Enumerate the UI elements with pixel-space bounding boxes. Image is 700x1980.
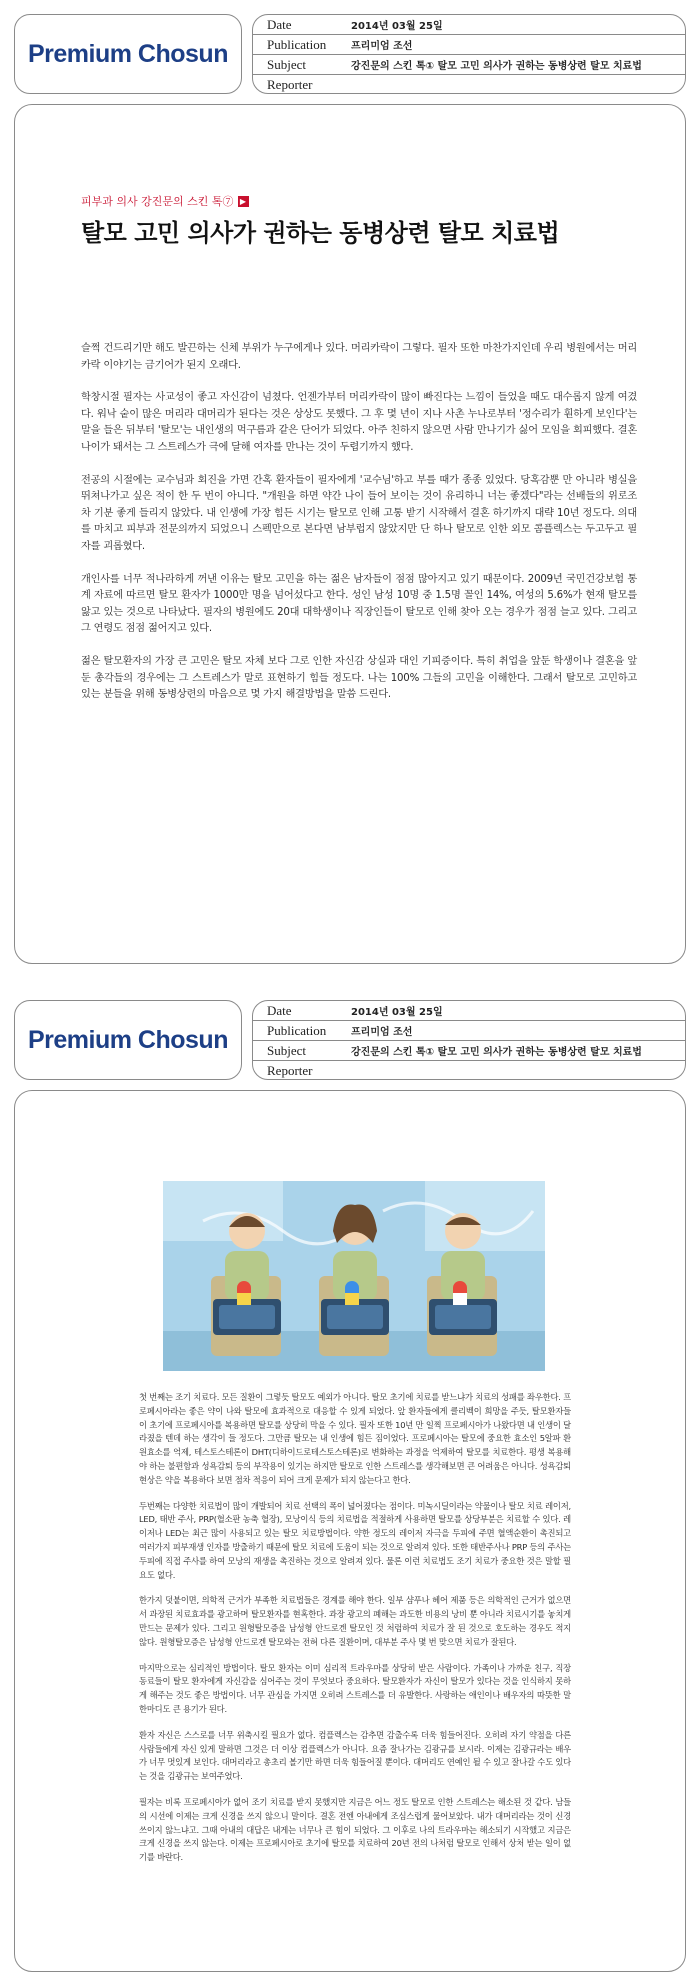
paragraph: 한가지 덧붙이면, 의학적 근거가 부족한 치료법들은 경계를 해야 한다. 일부 샴푸나 헤어 제품 등은 의학적인 근거가 없으면서 과장된 치료효과를 광고하며 탈모환자를 현혹한다. 과장 광고의 폐해는 과도한 비용의 낭비 뿐 아니라 치료시기를 놓치게 만드는 문제가 있다. 그리고 원형탈모증을 남성형 안드로겐 탈모인 것 처럼하여 치료가 잘 된 것으로 호도하는 경우도 적지 않다. 원형탈모증은 남성형 안드로겐 탈모와는 전혀 다른 질환이며, 대부분 주사 몇 번 맞으면 치료가 잘된다. [139, 1595, 571, 1647]
subject-value: 강진문의 스킨 톡① 탈모 고민 의사가 권하는 동병상련 탈모 치료법 [351, 61, 642, 72]
meta-row-subject [253, 55, 685, 75]
date-label: Date [267, 16, 292, 32]
page2-header [14, 1000, 686, 1080]
subject-label: Subject [267, 1042, 306, 1058]
article-headline: 탈모 고민 의사가 권하는 동병상련 탈모 치료법 [81, 218, 560, 247]
metadata-table [252, 1000, 686, 1080]
publication-label: Publication [267, 36, 327, 52]
kicker-text: 피부과 의사 강진문의 스킨 톡⑦ [81, 195, 234, 208]
date-value: 2014년 03월 25일 [351, 1007, 443, 1018]
paragraph: 첫 번째는 조기 치료다. 모든 질환이 그렇듯 탈모도 예외가 아니다. 탈모 초기에 치료를 받느냐가 치료의 성패를 좌우한다. 프로페시아라는 좋은 약이 나와 탈모에 효과적으로 대응할 수 있게 되었다. 앞 환자들에게 클리벡이 희망을 주듯, 탈모환자들이 초기에 프로페시아를 복용하면 탈모를 상당히 막을 수 있다. 필자 또한 10년 만 일찍 프로페시아가 나왔다면 내 인생이 달라졌을 텐데 하는 생각이 들 정도다. 그만큼 탈모는 내 인생에 힘든 짐이었다. 프로페시아는 탈모에 중요한 효소인 5알파 환원효소를 억제, 테스토스테론이 DHT(디하이드로테스토스테론)로 변화하는 과정을 억제하여 탈모를 치료한다. 평생 복용해야 하는 불편함과 성욕감퇴 등의 부작용이 있기는 하지만 탈모로 인한 스트레스를 생각해보면 큰 어려움은 아니다. 성욕감퇴 현상은 약을 복용하다 보면 점차 적응이 되어 크게 문제가 되지 않는다고 한다. [139, 1392, 571, 1485]
paragraph: 개인사를 너무 적나라하게 꺼낸 이유는 탈모 고민을 하는 젊은 남자들이 점점 많아지고 있기 때문이다. 2009년 국민건강보험 통계 자료에 따르면 탈모 환자가 1000만 명을 넘어섰다고 한다. 성인 남성 10명 중 1.5명 꼴인 14%, 여성의 5.6%가 현재 탈모를 앓고 있는 것으로 나타났다. 필자의 병원에도 20대 대학생이나 직장인들이 탈모로 인해 찾아 오는 경우가 점점 늘고 있다. 그리고 그 연령도 점점 젊어지고 있다. [81, 573, 637, 635]
paragraph: 슬쩍 건드리기만 해도 발끈하는 신체 부위가 누구에게나 있다. 머리카락이 그렇다. 필자 또한 마찬가지인데 우리 병원에서는 머리카락 이야기는 금기어가 된지 오래다. [81, 343, 637, 371]
premium-chosun-logo: Premium Chosun [28, 39, 228, 68]
logo-box [14, 1000, 242, 1080]
page1-header [14, 14, 686, 94]
three-patients-pill-illustration [163, 1181, 545, 1371]
date-value: 2014년 03월 25일 [351, 21, 443, 32]
subject-label: Subject [267, 56, 306, 72]
paragraph: 전공의 시절에는 교수님과 회진을 가면 간혹 환자들이 필자에게 '교수님'하고 부를 때가 종종 있었다. 당혹감뿐 만 아니라 병실을 뛰쳐나가고 싶은 적이 한 두 번이 아니다. "개원을 하면 약간 나이 들어 보이는 것이 유리하니 너는 좋겠다"라는 선배들의 위로조차 기분 좋게 들리지 않았다. 내 인생에 가장 힘든 시기는 탈모로 인해 고통 받기 시작해서 결혼 하기까지 대략 10년 정도다. 의대를 마치고 피부과 전문의까지 되었으니 스펙만으로 본다면 남부럽지 않았지만 단 하나 탈모로 인한 외모 콤플렉스는 두고두고 필자를 괴롭혔다. [81, 474, 637, 552]
series-kicker [81, 193, 249, 209]
series-arrow-icon[interactable]: ▶ [238, 196, 249, 207]
publication-label: Publication [267, 1022, 327, 1038]
meta-row-date [253, 15, 685, 35]
paragraph: 학창시절 필자는 사교성이 좋고 자신감이 넘쳤다. 언젠가부터 머리카락이 많이 빠진다는 느낌이 들었을 때도 대수롭지 않게 여겼다. 워낙 숱이 많은 머리라 대머리가 된다는 것은 상상도 못했다. 그 후 몇 년이 지나 사촌 누나로부터 '정수리가 훤하게 보인다'는 말을 들은 뒤부터 '탈모'는 내인생의 먹구름과 같은 단어가 되었다. 아주 친하지 않으면 사람 만나기가 싫어 모임을 회피했다. 결혼 나이가 돼서는 그 스트레스가 극에 달해 여자를 만나는 것이 두렵기까지 했다. [81, 392, 637, 453]
article-panel-2 [14, 1090, 686, 1972]
meta-row-subject [253, 1041, 685, 1061]
logo-box [14, 14, 242, 94]
meta-row-reporter [253, 1061, 685, 1080]
publication-value: 프리미엄 조선 [351, 1027, 413, 1038]
meta-row-publication [253, 35, 685, 55]
reporter-label: Reporter [267, 1063, 313, 1078]
paragraph: 필자는 비록 프로페시아가 없어 조기 치료를 받지 못했지만 지금은 어느 정도 탈모로 인한 스트레스는 해소된 것 같다. 남들의 시선에 이제는 크게 신경을 쓰지 않으니 말이다. 결혼 전엔 아내에게 조심스럽게 물어보았다. 내가 대머리라는 것이 신경 쓰이지 않느냐고. 그때 아내의 대답은 내게는 너무나 큰 힘이 되었다. 그 이후로 나의 트라우마는 해소되기 시작했고 지금은 크게 신경을 쓰지 않는다. 이제는 프로페시아로 초기에 탈모를 치료하여 20년 전의 나처럼 탈모로 인해서 상처 받는 일이 없기를 바란다. [139, 1796, 571, 1863]
date-label: Date [267, 1002, 292, 1018]
publication-value: 프리미엄 조선 [351, 41, 413, 52]
meta-row-publication [253, 1021, 685, 1041]
article-body-2 [139, 1391, 571, 1877]
article-panel-1 [14, 104, 686, 964]
meta-row-reporter [253, 75, 685, 94]
reporter-label: Reporter [267, 77, 313, 92]
subject-value: 강진문의 스킨 톡① 탈모 고민 의사가 권하는 동병상련 탈모 치료법 [351, 1047, 642, 1058]
paragraph: 환자 자신은 스스로를 너무 위축시킬 필요가 없다. 컴플렉스는 감추면 감출수록 더욱 힘들어진다. 오히려 자기 약점을 다른 사람들에게 자신 있게 말하면 그것은 더 이상 컴플렉스가 아니다. 요즘 잘나가는 김광규를 보시라. 이제는 김광규라는 배우가 너무 멋있게 보인다. 대머리라고 총초리 볼기만 하면 더욱 힘들어질 뿐이다. 대머리도 연예인 될 수 있고 잘나갈 수도 있다는 것을 김광규는 보여주었다. [139, 1729, 571, 1782]
metadata-table [252, 14, 686, 94]
meta-row-date [253, 1001, 685, 1021]
premium-chosun-logo: Premium Chosun [28, 1025, 228, 1054]
paragraph: 젊은 탈모환자의 가장 큰 고민은 탈모 자체 보다 그로 인한 자신감 상실과 대인 기피증이다. 특히 취업을 앞둔 학생이나 결혼을 앞둔 총각들의 경우에는 그 스트레스가 말로 표현하기 힘들 정도다. 나는 100% 그들의 고민을 이해한다. 그래서 탈모로 고민하고 있는 분들을 위해 동병상련의 마음으로 몇 가지 해결방법을 말씀 드린다. [81, 655, 637, 701]
paragraph: 마지막으로는 심리적인 방법이다. 탈모 환자는 이미 심리적 트라우마를 상당히 받은 사람이다. 가족이나 가까운 친구, 직장 동료들이 탈모 환자에게 자신감을 심어주는 것이 무엇보다 중요하다. 탈모환자가 자신이 탈모가 있다는 것을 인식하지 못하게 해주는 것도 좋은 방법이다. 너무 관심을 가지면 오히려 스트레스를 더 유발한다. 사랑하는 애인이나 배우자의 따뜻한 말 한마디도 큰 용기가 된다. [139, 1662, 571, 1714]
paragraph: 두번째는 다양한 치료법이 많이 개발되어 치료 선택의 폭이 넓어졌다는 점이다. 미녹시딜이라는 약물이나 탈모 치료 레이저, LED, 태반 주사, PRP(혈소판 농축 혈장), 모낭이식 등의 치료법을 적절하게 사용하면 탈모를 상당부분은 치료할 수 있다. 레이저나 LED는 최근 많이 사용되고 있는 탈모 치료방법이다. 약한 정도의 레이저 자극을 두피에 주면 혈액순환이 촉진되고 여러가지 피부재생 인자를 방출하기 때문에 탈모 치료에 도움이 되는 것으로 알려져 있다. 또한 태반주사나 PRP 등의 주사는 두피에 직접 주사를 하여 모낭의 재생을 촉진하는 것으로 알려져 있다. 물론 이런 치료법도 조기 치료가 중요한 것은 말할 필요도 없다. [139, 1500, 571, 1580]
article-body-1 [81, 341, 637, 720]
